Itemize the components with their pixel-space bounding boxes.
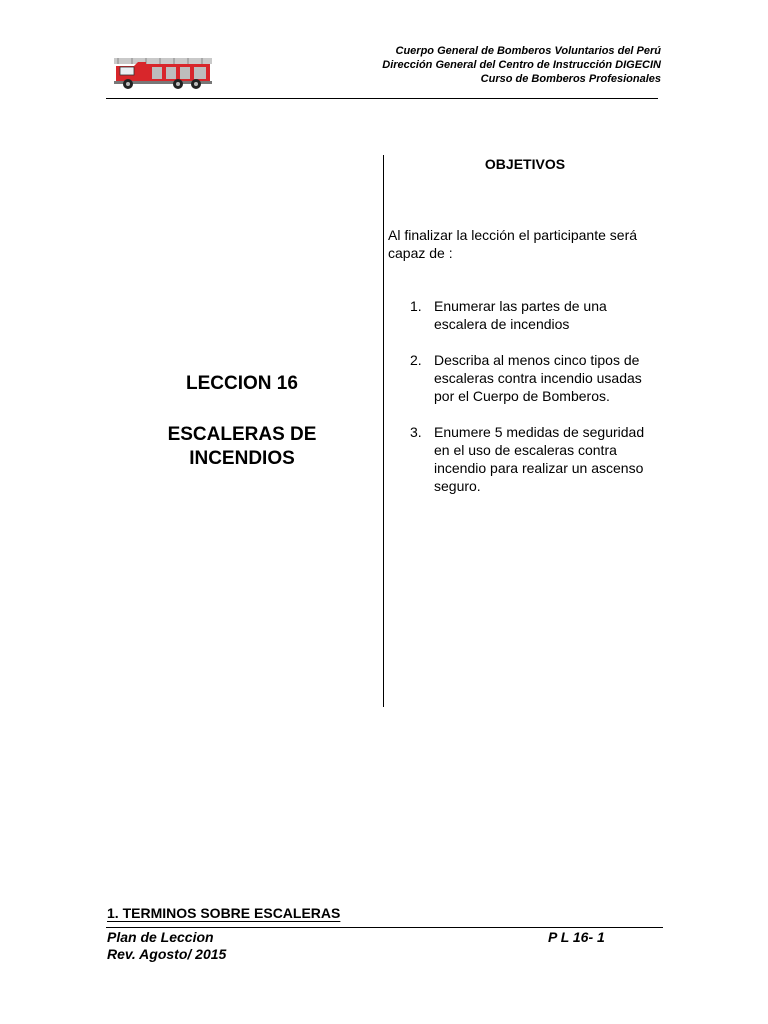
objective-number: 3. — [410, 424, 422, 440]
fire-truck-icon — [112, 48, 214, 90]
lesson-topic — [142, 423, 342, 471]
header-line-1: Cuerpo General de Bomberos Voluntarios del Perú — [395, 45, 661, 57]
footer-divider — [106, 927, 663, 928]
objective-line: por el Cuerpo de Bomberos. — [434, 388, 610, 404]
objective-item — [388, 297, 678, 333]
header-divider — [106, 98, 658, 99]
objective-line: Enumerar las partes de una — [434, 298, 607, 314]
topic-line-1: ESCALERAS DE — [167, 424, 317, 445]
objective-line: en el uso de escaleras contra — [434, 442, 617, 458]
objective-line: Describa al menos cinco tipos de — [434, 352, 640, 368]
intro-line-1: Al finalizar la lección el participante será — [388, 227, 638, 243]
objective-item — [388, 351, 678, 405]
footer-plan-label: Plan de Leccion — [107, 929, 214, 945]
objective-item — [388, 423, 678, 495]
objective-number: 1. — [410, 298, 422, 314]
header-line-2: Dirección General del Centro de Instrucción DIGECIN — [382, 59, 661, 71]
column-divider — [383, 155, 384, 707]
header-institution — [301, 44, 661, 86]
header-line-3: Curso de Bomberos Profesionales — [480, 73, 661, 85]
footer-left — [107, 929, 226, 963]
lesson-number: LECCION 16 — [186, 373, 298, 394]
topic-line-2: INCENDIOS — [189, 448, 295, 469]
footer-revision: Rev. Agosto/ 2015 — [107, 946, 227, 962]
intro-line-2: capaz de : — [388, 245, 453, 261]
objective-line: escaleras contra incendio usadas — [434, 370, 642, 386]
footer-page-ref: P L 16- 1 — [548, 929, 605, 945]
objectives-intro — [388, 226, 678, 262]
objective-line: Enumere 5 medidas de seguridad — [434, 424, 645, 440]
objective-number: 2. — [410, 352, 422, 368]
objectives-list — [388, 297, 678, 513]
objective-line: incendio para realizar un ascenso — [434, 460, 644, 476]
section-heading: 1. TERMINOS SOBRE ESCALERAS — [107, 905, 341, 921]
objective-line: escalera de incendios — [434, 316, 570, 332]
objective-line: seguro. — [434, 478, 481, 494]
objectives-title: OBJETIVOS — [484, 156, 566, 172]
